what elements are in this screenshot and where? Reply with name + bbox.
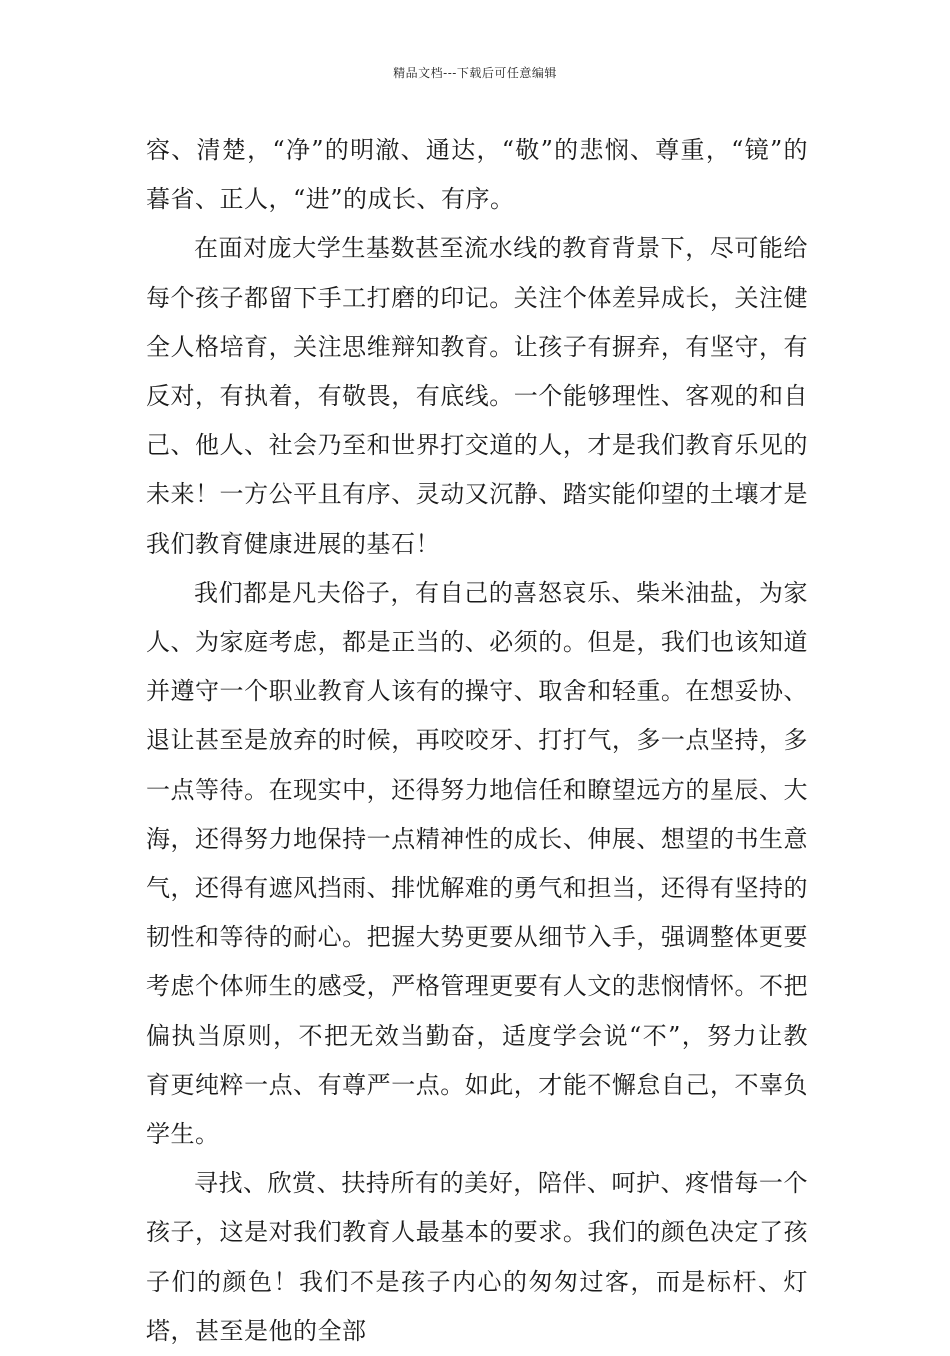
page-header: 精品文档---下载后可任意编辑 [393,66,557,80]
paragraph-3: 我们都是凡夫俗子，有自己的喜怒哀乐、柴米油盐，为家人、为家庭考虑，都是正当的、必须的。但是，我们也该知道并遵守一个职业教育人该有的操守、取舍和轻重。在想妥协、退让甚至是放弃的时候，再咬咬牙、打打气，多一点坚持，多一点等待。在现实中，还得努力地信任和瞭望远方的星辰、大海，还得努力地保持一点精神性的成长、伸展、想望的书生意气，还得有遮风挡雨、排忧解难的勇气和担当，还得有坚持的韧性和等待的耐心。把握大势更要从细节入手，强调整体更要考虑个体师生的感受，严格管理更要有人文的悲悯情怀。不把偏执当原则，不把无效当勤奋，适度学会说“不”，努力让教育更纯粹一点、有尊严一点。如此，才能不懈怠自己，不辜负学生。 [146,578,808,1149]
paragraph-4: 寻找、欣赏、扶持所有的美好，陪伴、呵护、疼惜每一个孩子，这是对我们教育人最基本的要求。我们的颜色决定了孩子们的颜色！我们不是孩子内心的匆匆过客，而是标杆、灯塔，甚至是他的全部 [146,1169,808,1345]
document-body [146,126,808,1356]
paragraph-1: 容、清楚，“净”的明澈、通达，“敬”的悲悯、尊重，“镜”的暮省、正人，“进”的成长、有序。 [146,136,808,214]
paragraph-2: 在面对庞大学生基数甚至流水线的教育背景下，尽可能给每个孩子都留下手工打磨的印记。关注个体差异成长，关注健全人格培育，关注思维辩知教育。让孩子有摒弃，有坚守，有反对，有执着，有敬畏，有底线。一个能够理性、客观的和自己、他人、社会乃至和世界打交道的人，才是我们教育乐见的未来！一方公平且有序、灵动又沉静、踏实能仰望的土壤才是我们教育健康进展的基石！ [146,234,808,558]
